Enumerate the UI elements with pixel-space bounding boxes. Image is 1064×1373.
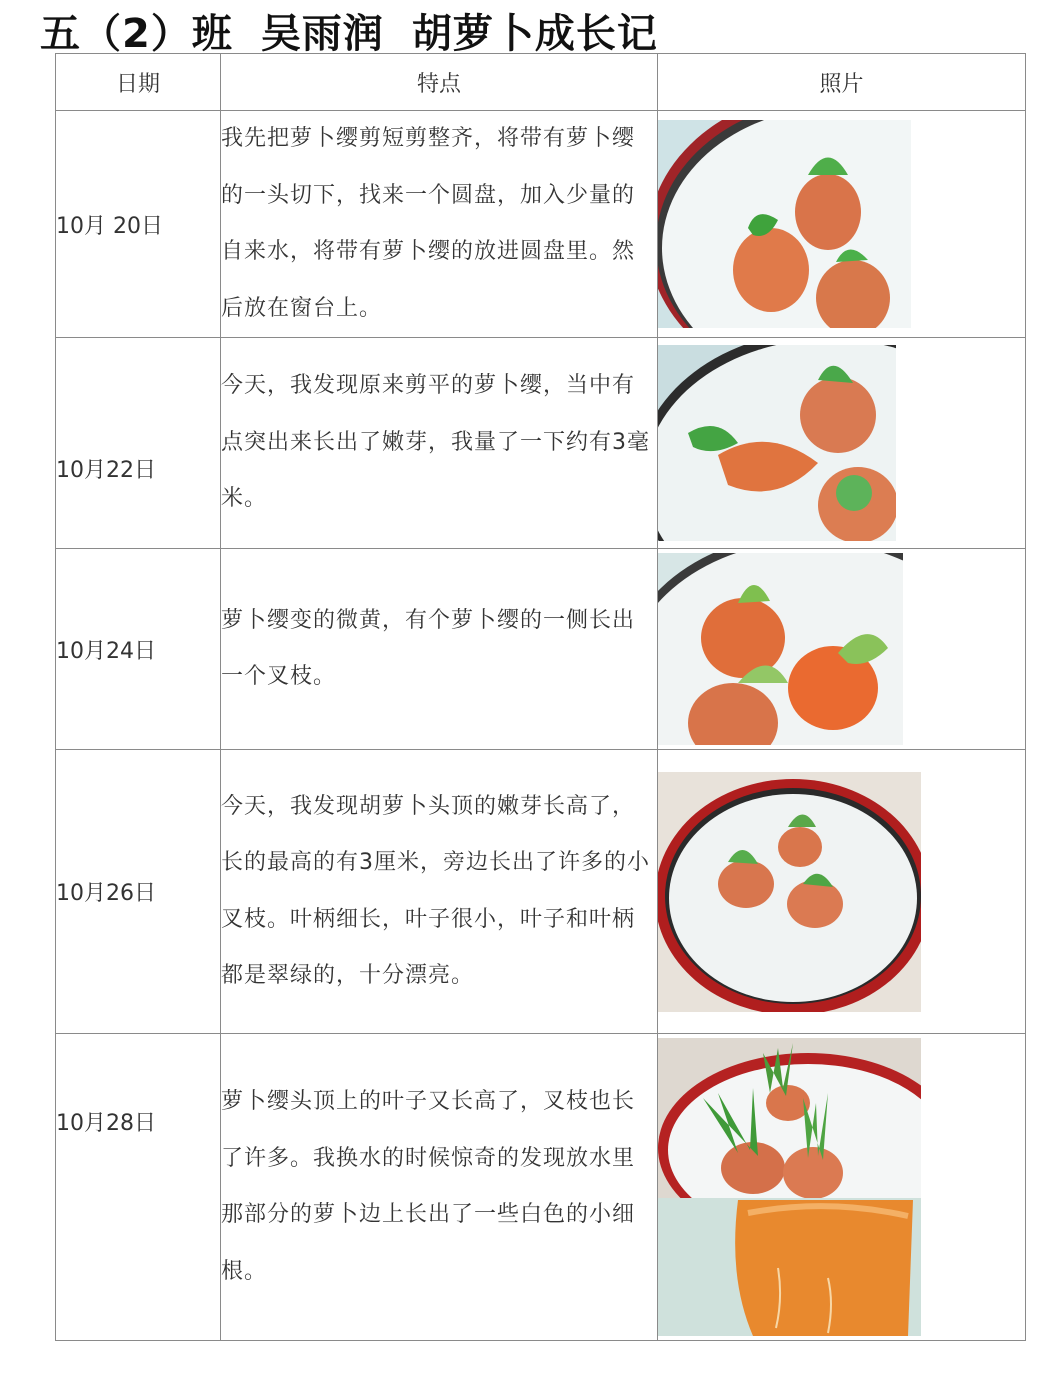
table-row: [56, 549, 1026, 750]
carrot-sprouts-photo: [658, 345, 896, 541]
page-title: [40, 2, 658, 59]
row-photo-cell: [658, 750, 1026, 1034]
table-header-row: [56, 54, 1026, 111]
row-text: 萝卜缨变的微黄，有个萝卜缨的一侧长出一个叉枝。: [221, 549, 658, 750]
row-date: 10月22日: [56, 338, 221, 549]
carrots-in-red-plate-photo: [658, 772, 921, 1012]
carrot-tops-in-dish-photo: [658, 120, 911, 328]
row-photo-cell: [658, 338, 1026, 549]
table-row: [56, 338, 1026, 549]
header-photo: 照片: [658, 54, 1026, 111]
row-photo-cell: [658, 111, 1026, 338]
table-row: [56, 750, 1026, 1034]
carrot-branch-photo: [658, 553, 903, 745]
row-date: 10月26日: [56, 750, 221, 1034]
title-student-name: 吴雨润: [260, 11, 384, 57]
carrot-leaves-and-roots-photo: [658, 1038, 921, 1336]
header-date: 日期: [56, 54, 221, 111]
row-date: 10月 20日: [56, 111, 221, 338]
row-text: 今天，我发现原来剪平的萝卜缨，当中有点突出来长出了嫩芽，我量了一下约有3毫米。: [221, 338, 658, 549]
row-text: 萝卜缨头顶上的叶子又长高了，叉枝也长了许多。我换水的时候惊奇的发现放水里那部分的萝卜边上长出了一些白色的小细根。: [221, 1034, 658, 1341]
table-row: [56, 111, 1026, 338]
row-text: 我先把萝卜缨剪短剪整齐，将带有萝卜缨的一头切下，找来一个圆盘，加入少量的自来水，将带有萝卜缨的放进圆盘里。然后放在窗台上。: [221, 111, 658, 338]
row-date: 10月28日: [56, 1034, 221, 1341]
growth-log-table: [55, 53, 1026, 1341]
title-class: 五（2）班: [40, 11, 233, 57]
table-row: [56, 1034, 1026, 1341]
title-subject: 胡萝卜成长记: [411, 11, 658, 57]
row-text: 今天，我发现胡萝卜头顶的嫩芽长高了，长的最高的有3厘米，旁边长出了许多的小叉枝。叶柄细长，叶子很小，叶子和叶柄都是翠绿的，十分漂亮。: [221, 750, 658, 1034]
row-photo-cell: [658, 1034, 1026, 1341]
header-features: 特点: [221, 54, 658, 111]
row-photo-cell: [658, 549, 1026, 750]
row-date: 10月24日: [56, 549, 221, 750]
